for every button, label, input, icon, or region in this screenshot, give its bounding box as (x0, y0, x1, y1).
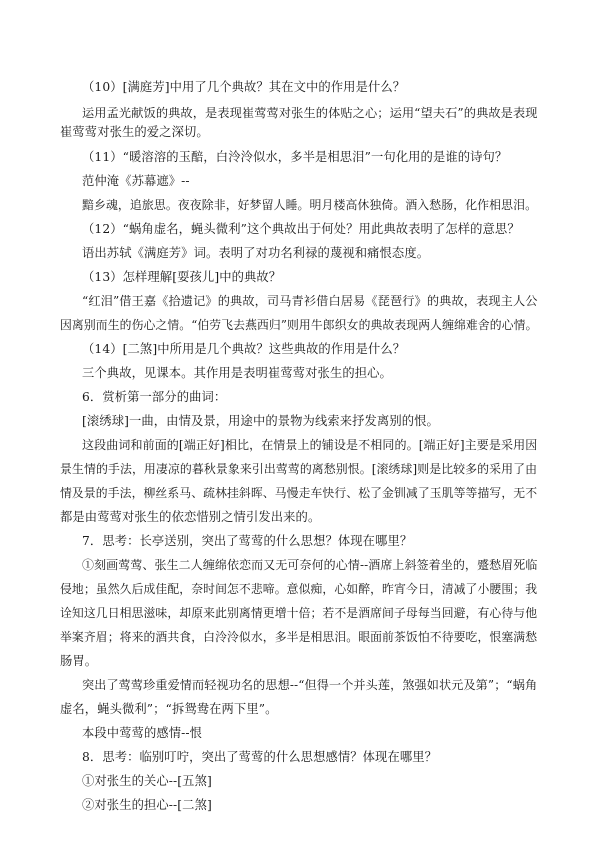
question-10: （10）[满庭芳]中用了几个典故？其在文中的作用是什么？ (82, 80, 406, 94)
question-13: （13）怎样理解[耍孩儿]中的典故？ (82, 270, 282, 284)
section-7-point-1-line-4: 举案齐眉；将来的酒共食，白泠泠似水，多半是相思泪。眼面前茶饭怕不待要吃，恨塞满愁 (60, 630, 538, 644)
section-7-point-1-line-2: 侵地；虽然久后成佳配，奈时间怎不悲啼。意似痴，心如醉，昨宵今日，清减了小腰围；我 (60, 582, 538, 596)
section-6-para-line-1: 这段曲词和前面的[端正好]相比，在情景上的铺设是不相同的。[端正好]主要是采用因 (82, 438, 538, 452)
answer-11-source: 范仲淹《苏幕遮》-- (82, 174, 190, 188)
answer-14: 三个典故，见课本。其作用是表明崔莺莺对张生的担心。 (82, 366, 392, 380)
answer-13-line-1: “红泪”借王嘉《拾遗记》的典故，司马青衫借白居易《琵琶行》的典故，表现主人公 (82, 294, 538, 308)
section-7-point-1-line-1: ①刻画莺莺、张生二人缠绵依恋而又无可奈何的心情--酒席上斜签着坐的，蹙愁眉死临 (82, 558, 538, 572)
section-7-heading: 7．思考：长亭送别，突出了莺莺的什么思想？体现在哪里？ (82, 534, 413, 548)
question-12: （12）“蜗角虚名，蝇头微利”这个典故出于何处？用此典故表明了怎样的意思？ (82, 222, 520, 236)
answer-10-line-2: 崔莺莺对张生的爱之深切。 (60, 125, 209, 139)
question-14: （14）[二煞]中所用是几个典故？这些典故的作用是什么？ (82, 342, 406, 356)
answer-10-line-1: 运用孟光献饭的典故，是表现崔莺莺对张生的体贴之心；运用“望夫石”的典故是表现 (82, 106, 538, 120)
section-8-point-2: ②对张生的担心--[二煞] (82, 798, 212, 812)
section-8-point-1: ①对张生的关心--[五煞] (82, 774, 212, 788)
question-11: （11）“暖溶溶的玉醅，白泠泠似水，多半是相思泪”一句化用的是谁的诗句？ (82, 150, 508, 164)
section-6-para-line-2: 景生情的手法，用凄凉的暮秋景象来引出莺莺的离愁别恨。[滚绣球]则是比较多的采用了由 (60, 462, 538, 476)
section-6-para-line-3: 情及景的手法，柳丝系马、疏林挂斜晖、马慢走车快行、松了金钏减了玉肌等等描写，无不 (60, 486, 538, 500)
section-7-point-1-line-5: 肠胃。 (60, 654, 98, 668)
section-7-emotion: 本段中莺莺的感情--恨 (82, 726, 203, 740)
section-6-para-line-4: 都是由莺莺对张生的依恋惜别之情引发出来的。 (60, 510, 321, 524)
section-6-summary: [滚绣球]一曲，由情及景，用途中的景物为线索来抒发离别的恨。 (82, 414, 439, 428)
answer-12: 语出苏轼《满庭芳》词。表明了对功名利禄的蔑视和痛恨态度。 (82, 246, 430, 260)
section-6-heading: 6．赏析第一部分的曲词： (82, 390, 227, 404)
section-8-heading: 8．思考：临别叮咛，突出了莺莺的什么思想感情？体现在哪里？ (82, 750, 438, 764)
section-7-point-2-line-2: 虚名，蝇头微利”；“拆鸳鸯在两下里”。 (60, 702, 278, 716)
answer-13-line-2: 因离别而生的伤心之情。“伯劳飞去燕西归”则用牛郎织女的典故表现两人缠绵难舍的心情。 (60, 318, 538, 332)
section-7-point-2-line-1: 突出了莺莺珍重爱情而轻视功名的思想--“但得一个并头莲，煞强如状元及第”；“蜗角 (82, 678, 538, 692)
section-7-point-1-line-3: 诠知这几日相思滋味，却原来此别离情更增十倍；若不是酒席间子母每当回避，有心待与他 (60, 606, 538, 620)
answer-11-poem: 黯乡魂，追旅思。夜夜除非，好梦留人睡。明月楼高休独倚。酒入愁肠，化作相思泪。 (82, 198, 538, 212)
